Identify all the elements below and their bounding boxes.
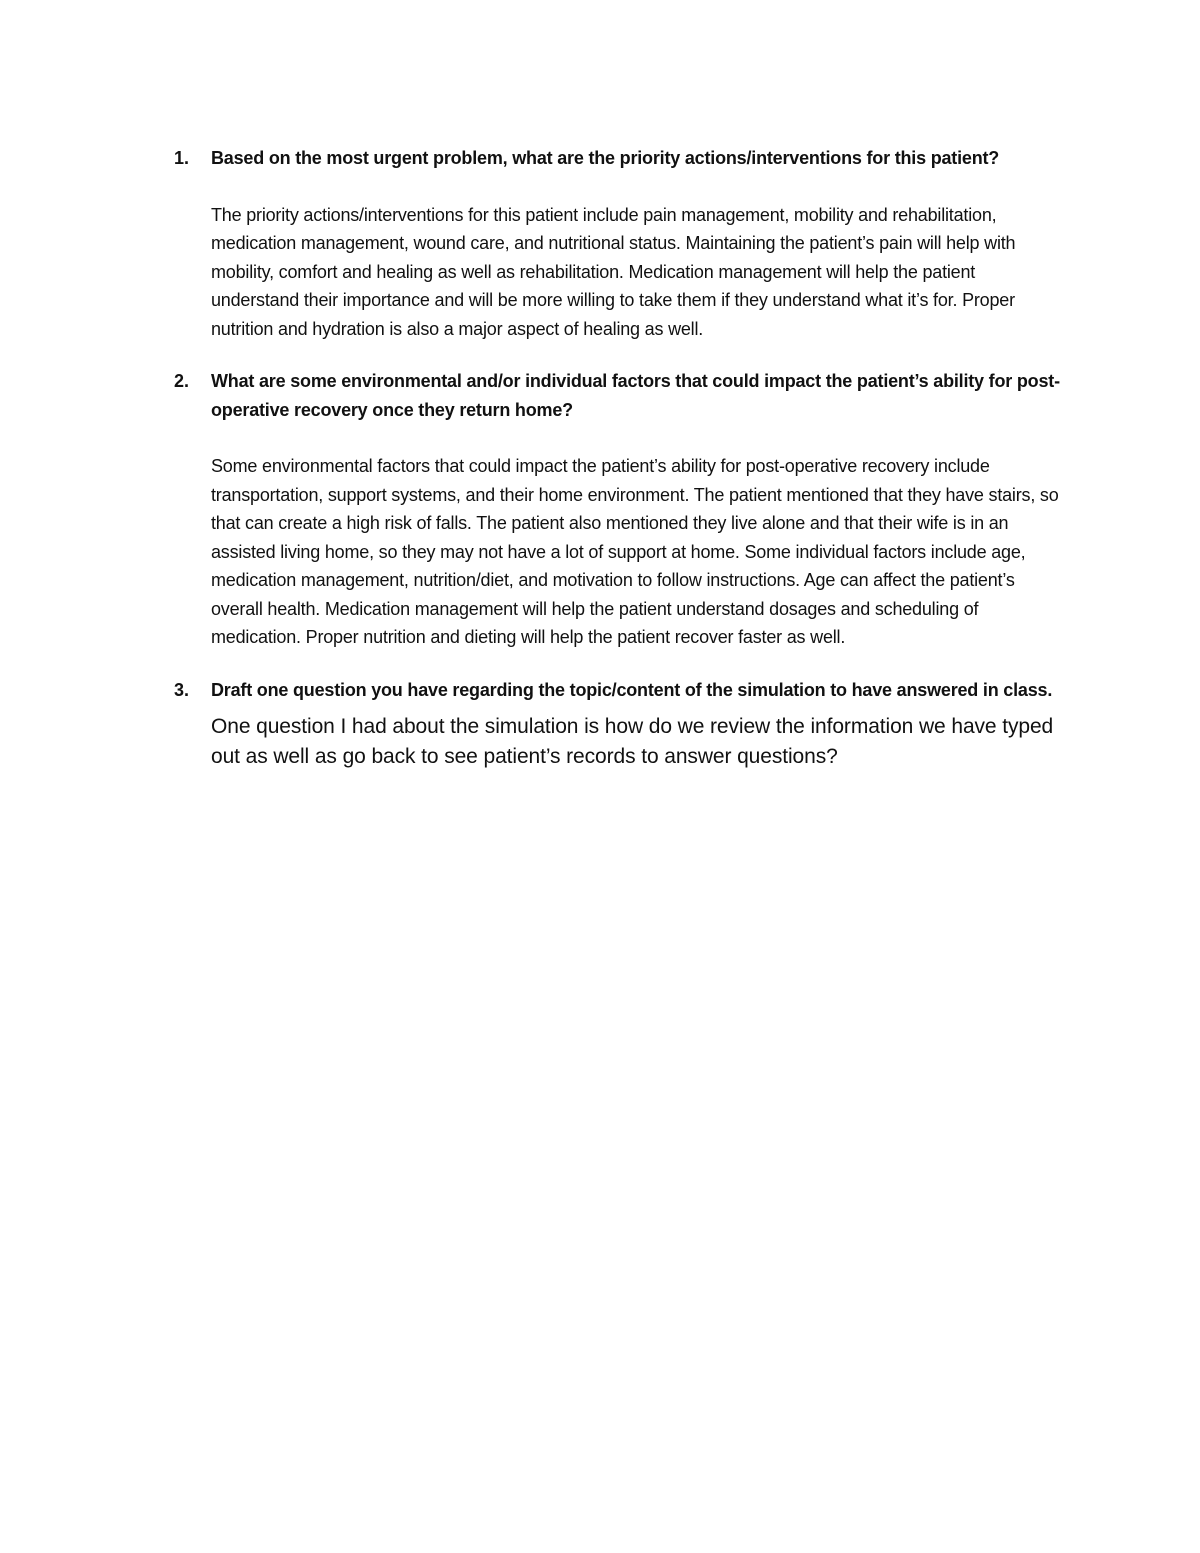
question-number: 3. xyxy=(174,679,190,700)
answer-text: One question I had about the simulation is how do we review the information we have typed out as well as go back to see patient’s records to answer questions? xyxy=(211,715,1054,768)
question-text: What are some environmental and/or individual factors that could impact the patient’s ability for post-operative recovery once they return home? xyxy=(211,371,1060,420)
question-number: 1. xyxy=(174,148,190,168)
question-list xyxy=(174,144,1064,772)
question-text: Based on the most urgent problem, what are the priority actions/interventions for this patient? xyxy=(211,148,1000,168)
answer-text: Some environmental factors that could impact the patient’s ability for post-operative recovery include transportation, support systems, and their home environment. The patient mentioned that they have stairs, so that can create a high risk of falls. The patient also mentioned they live alone and that their wife is in an assisted living home, so they may not have a lot of support at home. Some individual factors include age, medication management, nutrition/diet, and motivation to follow instructions. Age can affect the patient’s overall health. Medication management will help the patient understand dosages and scheduling of medication. Proper nutrition and dieting will help the patient recover faster as well. xyxy=(211,456,1059,647)
question-text: Draft one question you have regarding the topic/content of the simulation to have answered in class. xyxy=(211,679,1053,700)
question-number: 2. xyxy=(174,371,190,391)
question-item-2 xyxy=(174,367,1064,652)
answer-text: The priority actions/interventions for this patient include pain management, mobility and rehabilitation, medication management, wound care, and nutritional status. Maintaining the patient’s pain will help with mobility, comfort and healing as well as rehabilitation. Medication management will help the patient understand their importance and will be more willing to take them if they understand what it’s for. Proper nutrition and hydration is also a major aspect of healing as well. xyxy=(211,204,1016,339)
question-item-1 xyxy=(174,144,1064,343)
question-item-3 xyxy=(174,676,1064,773)
